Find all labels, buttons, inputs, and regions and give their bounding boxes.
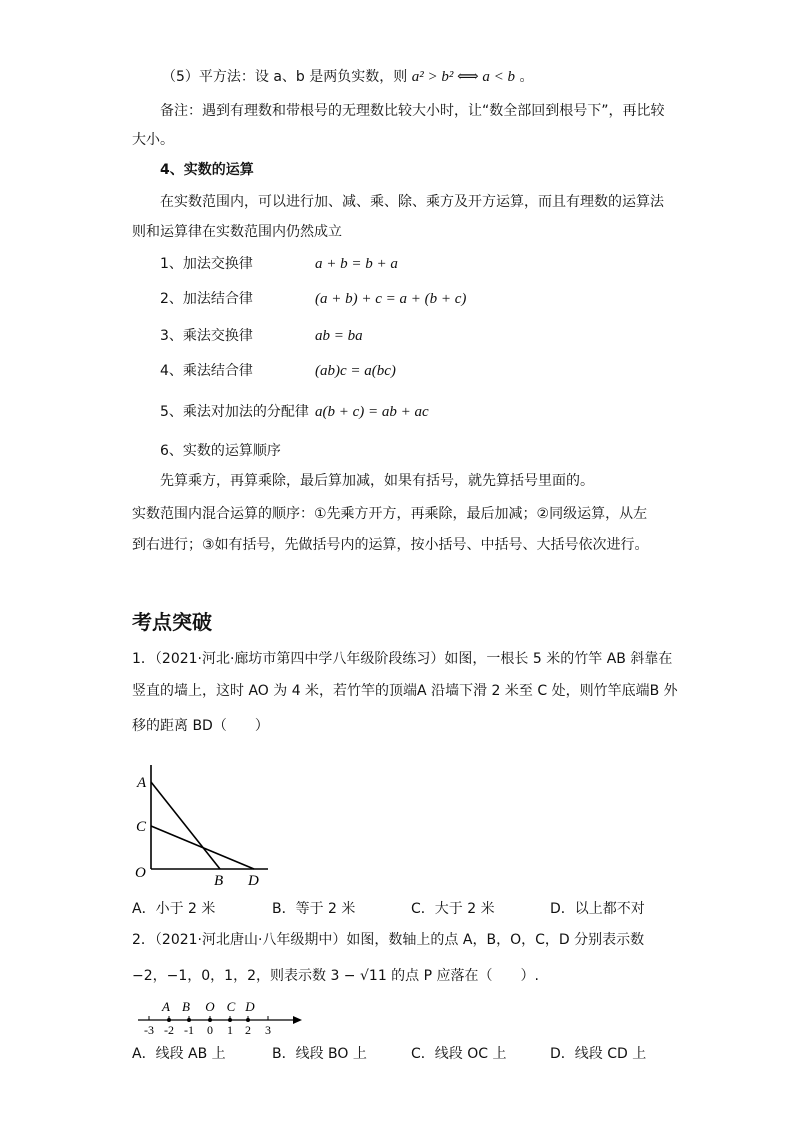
note-line-2: 大小。 bbox=[132, 132, 174, 148]
tick-label-1: 1 bbox=[227, 1023, 233, 1037]
q1-option-a[interactable]: A．小于 2 米 bbox=[132, 901, 216, 917]
square-method-text: （5）平方法：设 a、b 是两负实数，则 bbox=[162, 69, 408, 85]
label-o: O bbox=[135, 865, 146, 881]
q2-option-c[interactable]: C．线段 OC 上 bbox=[411, 1046, 507, 1062]
axis-point-o: O bbox=[205, 999, 215, 1014]
q1-line-2: 竖直的墙上，这时 AO 为 4 米，若竹竿的顶端A 沿墙下滑 2 米至 C 处，则竹竿底端B 外 bbox=[132, 683, 678, 699]
law-label-5: 5、乘法对加法的分配律 bbox=[160, 404, 309, 420]
order-desc: 先算乘方，再算乘除，最后算加减，如果有括号，就先算括号里面的。 bbox=[160, 473, 594, 489]
mixed-order-2: 到右进行；③如有括号，先做括号内的运算，按小括号、中括号、大括号依次进行。 bbox=[132, 537, 649, 553]
order-title: 6、实数的运算顺序 bbox=[160, 443, 281, 459]
pole-ab bbox=[151, 782, 220, 869]
axis-point-dot bbox=[246, 1018, 250, 1022]
pole-cd bbox=[151, 826, 254, 869]
label-c: C bbox=[136, 819, 147, 835]
note-line-1: 备注：遇到有理数和带根号的无理数比较大小时，让“数全部回到根号下”，再比较 bbox=[160, 103, 665, 119]
square-method-formula: a² > b² ⟺ a < b bbox=[411, 69, 515, 85]
axis-point-c: C bbox=[226, 999, 236, 1014]
law-label-1: 1、加法交换律 bbox=[160, 256, 253, 272]
axis-point-dot bbox=[187, 1018, 191, 1022]
axis-point-b: B bbox=[182, 999, 190, 1014]
q1-option-c[interactable]: C．大于 2 米 bbox=[411, 901, 495, 917]
q1-line-1: 1．（2021·河北·廊坊市第四中学八年级阶段练习）如图，一根长 5 米的竹竿 AB 斜靠在 bbox=[132, 651, 673, 667]
section-4-desc-2: 则和运算律在实数范围内仍然成立 bbox=[132, 224, 342, 240]
law-formula-4: (ab)c = a(bc) bbox=[315, 363, 396, 379]
tick-label-neg3: -3 bbox=[144, 1023, 154, 1037]
law-formula-2: (a + b) + c = a + (b + c) bbox=[315, 291, 467, 307]
q1-line-3: 移的距离 BD（ ） bbox=[132, 718, 269, 734]
axis-point-dot bbox=[167, 1018, 171, 1022]
tick-label-neg2: -2 bbox=[164, 1023, 174, 1037]
axis-point-dot bbox=[208, 1018, 212, 1022]
law-label-4: 4、乘法结合律 bbox=[160, 363, 253, 379]
law-formula-3: ab = ba bbox=[315, 328, 363, 344]
law-formula-1: a + b = b + a bbox=[315, 256, 398, 272]
section-4-title: 4、实数的运算 bbox=[160, 162, 254, 178]
q1-option-b[interactable]: B．等于 2 米 bbox=[272, 901, 356, 917]
tick-label-0: 0 bbox=[207, 1023, 213, 1037]
q2-option-a[interactable]: A．线段 AB 上 bbox=[132, 1046, 226, 1062]
axis-point-dot bbox=[228, 1018, 232, 1022]
q2-option-d[interactable]: D．线段 CD 上 bbox=[550, 1046, 647, 1062]
section-4-desc-1: 在实数范围内，可以进行加、减、乘、除、乘方及开方运算，而且有理数的运算法 bbox=[160, 194, 664, 210]
tick-label-neg1: -1 bbox=[184, 1023, 194, 1037]
tick-label-2: 2 bbox=[245, 1023, 251, 1037]
number-line-arrow bbox=[293, 1016, 302, 1024]
q2-line-2: −2，−1，0，1，2，则表示数 3 − √11 的点 P 应落在（ ）. bbox=[132, 968, 539, 984]
q2-line-1: 2．（2021·河北唐山·八年级期中）如图，数轴上的点 A，B，O，C，D 分别表示数 bbox=[132, 932, 645, 948]
square-method-line bbox=[162, 67, 533, 87]
q1-option-d[interactable]: D．以上都不对 bbox=[550, 901, 645, 917]
label-a: A bbox=[137, 775, 147, 791]
q2-option-b[interactable]: B．线段 BO 上 bbox=[272, 1046, 367, 1062]
square-method-end: 。 bbox=[519, 69, 534, 85]
mixed-order-1: 实数范围内混合运算的顺序：①先乘方开方，再乘除，最后加减；②同级运算，从左 bbox=[132, 506, 648, 522]
tick-label-3: 3 bbox=[265, 1023, 271, 1037]
law-label-3: 3、乘法交换律 bbox=[160, 328, 253, 344]
law-formula-5: a(b + c) = ab + ac bbox=[315, 404, 429, 420]
breakthrough-title: 考点突破 bbox=[132, 610, 212, 634]
axis-point-a: A bbox=[162, 999, 170, 1014]
label-b: B bbox=[214, 873, 224, 889]
label-d: D bbox=[248, 873, 259, 889]
axis-point-d: D bbox=[245, 999, 255, 1014]
number-line-figure bbox=[132, 996, 307, 1038]
ladder-figure bbox=[128, 765, 278, 890]
law-label-2: 2、加法结合律 bbox=[160, 291, 253, 307]
